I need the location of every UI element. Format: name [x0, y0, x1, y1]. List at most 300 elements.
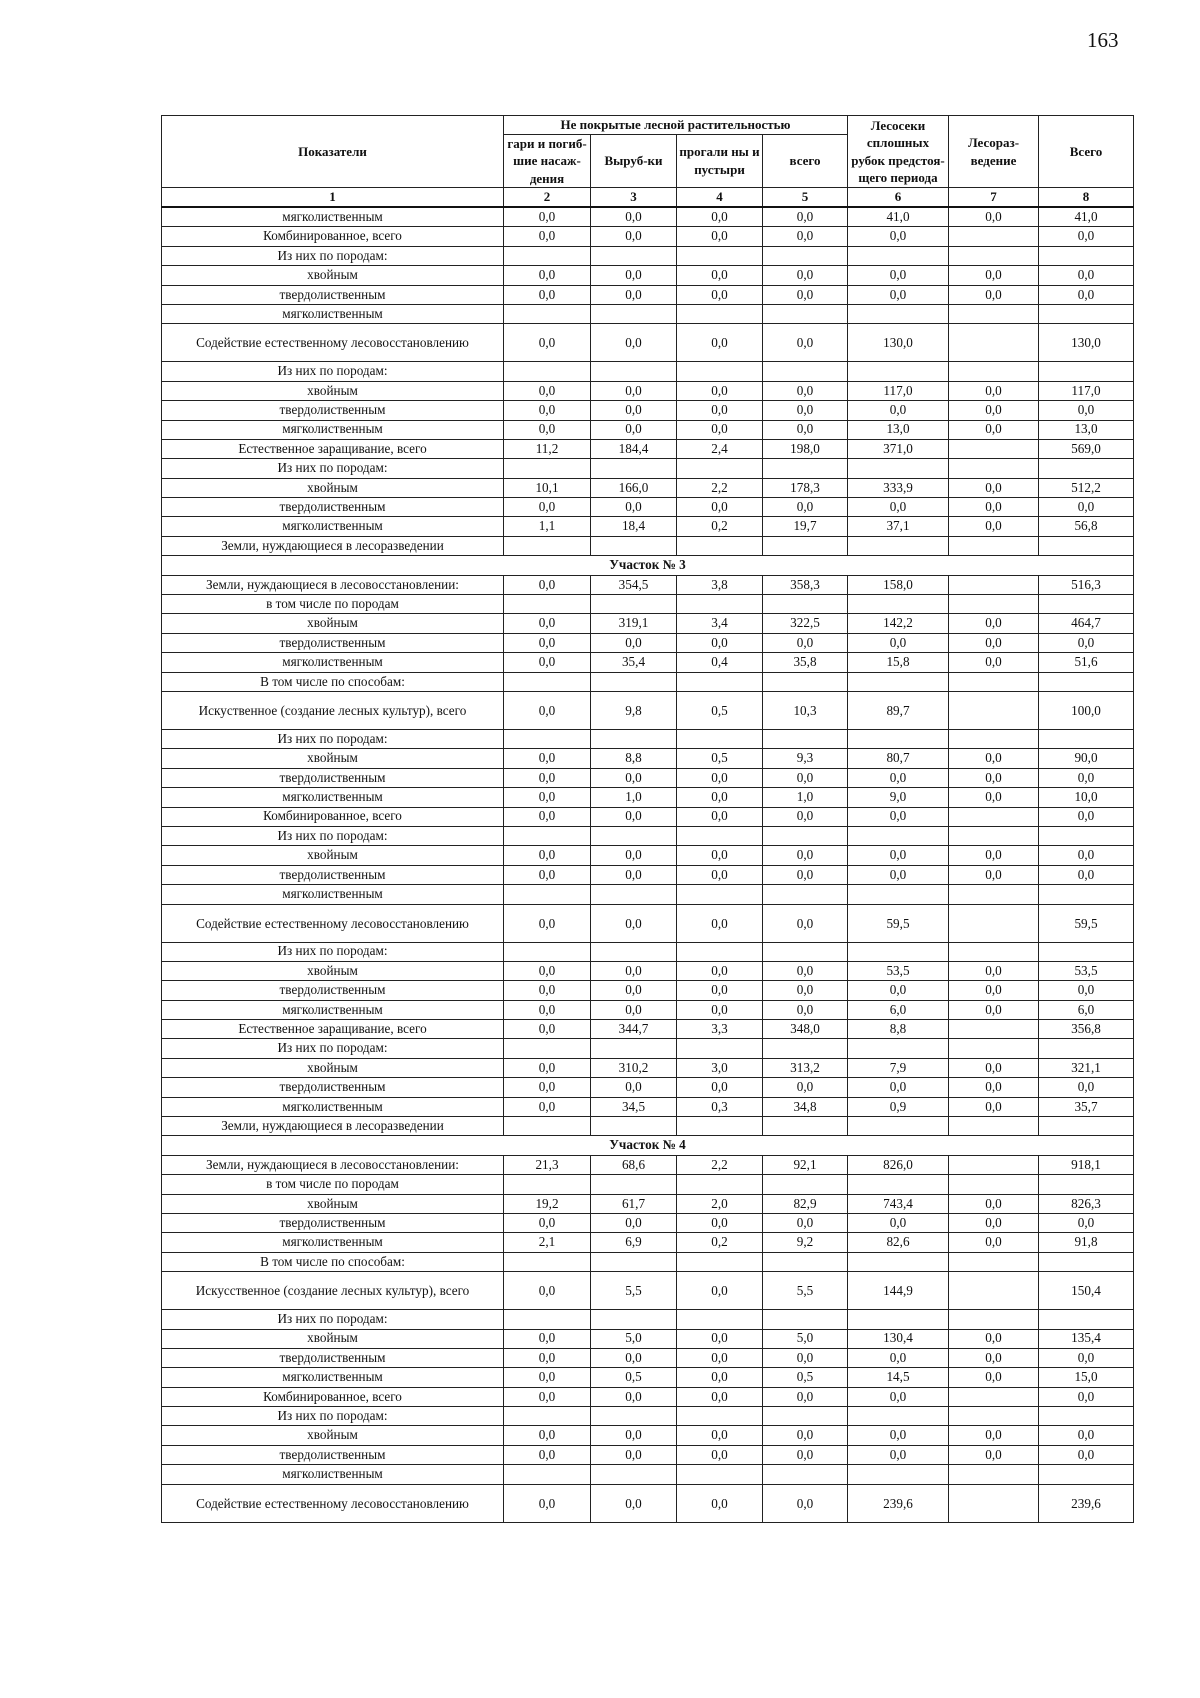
table-cell: 0,0: [591, 1387, 677, 1406]
table-cell: 0,0: [848, 768, 949, 787]
table-cell: [949, 304, 1039, 323]
table-cell: 0,0: [1039, 285, 1134, 304]
table-cell: 0,0: [591, 498, 677, 517]
table-cell: [504, 885, 591, 904]
table-cell: [763, 459, 848, 478]
table-cell: 826,0: [848, 1155, 949, 1174]
table-cell: 0,0: [677, 498, 763, 517]
table-cell: 6,0: [1039, 1000, 1134, 1019]
table-cell: 35,7: [1039, 1097, 1134, 1116]
table-cell: [591, 942, 677, 961]
table-cell: [677, 1252, 763, 1271]
table-row: [162, 788, 1134, 807]
table-cell: 6,0: [848, 1000, 949, 1019]
table-cell: 0,0: [591, 1426, 677, 1445]
table-cell: 0,0: [677, 324, 763, 362]
row-label: мягколиственным: [162, 1233, 504, 1252]
table-cell: [591, 362, 677, 381]
table-cell: 0,0: [677, 381, 763, 400]
table-cell: 135,4: [1039, 1329, 1134, 1348]
table-cell: [949, 362, 1039, 381]
table-cell: 0,0: [763, 381, 848, 400]
table-cell: 0,0: [949, 653, 1039, 672]
table-cell: 10,3: [763, 691, 848, 729]
table-row: [162, 1407, 1134, 1426]
table-row: [162, 1368, 1134, 1387]
table-cell: 130,0: [1039, 324, 1134, 362]
row-label: хвойным: [162, 1058, 504, 1077]
table-cell: 0,0: [504, 749, 591, 768]
table-cell: 0,0: [677, 227, 763, 246]
table-cell: 0,0: [763, 1445, 848, 1464]
table-cell: [763, 595, 848, 614]
table-cell: [763, 1252, 848, 1271]
row-label: Содействие естественному лесовосстановлению: [162, 904, 504, 942]
table-cell: [848, 672, 949, 691]
table-cell: [1039, 536, 1134, 555]
table-cell: [763, 1039, 848, 1058]
table-cell: 9,2: [763, 1233, 848, 1252]
col-number: 7: [949, 188, 1039, 208]
table-cell: 0,0: [949, 1233, 1039, 1252]
table-cell: 0,0: [763, 846, 848, 865]
table-cell: [763, 362, 848, 381]
table-cell: 0,0: [677, 1426, 763, 1445]
table-row: [162, 401, 1134, 420]
table-cell: 2,4: [677, 439, 763, 458]
table-cell: [848, 362, 949, 381]
table-row: [162, 768, 1134, 787]
table-cell: 0,0: [1039, 981, 1134, 1000]
table-cell: 0,0: [504, 691, 591, 729]
table-row: [162, 478, 1134, 497]
row-label: мягколиственным: [162, 304, 504, 323]
row-label: Земли, нуждающиеся в лесовосстановлении:: [162, 575, 504, 594]
row-label: Из них по породам:: [162, 246, 504, 265]
table-cell: 0,0: [677, 961, 763, 980]
section-title: Участок № 3: [162, 556, 1134, 575]
table-cell: 0,0: [848, 865, 949, 884]
table-cell: [1039, 1252, 1134, 1271]
table-cell: [848, 1407, 949, 1426]
table-row: [162, 1058, 1134, 1077]
table-cell: 142,2: [848, 614, 949, 633]
table-cell: [1039, 246, 1134, 265]
table-cell: 0,0: [591, 1348, 677, 1367]
table-cell: 0,0: [504, 266, 591, 285]
table-cell: 8,8: [591, 749, 677, 768]
table-cell: [1039, 942, 1134, 961]
table-cell: 0,0: [504, 1445, 591, 1464]
table-cell: [949, 246, 1039, 265]
table-cell: [1039, 304, 1134, 323]
table-row: [162, 304, 1134, 323]
table-cell: [677, 304, 763, 323]
table-cell: 0,0: [949, 768, 1039, 787]
table-cell: 0,4: [677, 653, 763, 672]
table-row: [162, 1484, 1134, 1522]
row-label: хвойным: [162, 749, 504, 768]
header-indicator: Показатели: [162, 116, 504, 188]
table-cell: 53,5: [848, 961, 949, 980]
table-cell: [504, 1407, 591, 1426]
table-cell: 0,0: [504, 846, 591, 865]
table-cell: 0,0: [677, 420, 763, 439]
table-row: [162, 1194, 1134, 1213]
table-cell: [1039, 1117, 1134, 1136]
header-cutting: Выруб-ки: [591, 134, 677, 188]
table-cell: 0,0: [763, 420, 848, 439]
table-cell: 5,5: [763, 1272, 848, 1310]
table-cell: 0,0: [677, 788, 763, 807]
table-cell: 0,0: [949, 1329, 1039, 1348]
row-label: твердолиственным: [162, 285, 504, 304]
table-cell: [949, 1020, 1039, 1039]
table-cell: 0,0: [504, 1097, 591, 1116]
table-cell: 0,0: [504, 1272, 591, 1310]
table-cell: 0,0: [949, 498, 1039, 517]
table-cell: 319,1: [591, 614, 677, 633]
table-cell: 0,0: [848, 846, 949, 865]
table-cell: 0,0: [504, 324, 591, 362]
table-cell: [949, 1155, 1039, 1174]
table-cell: 35,4: [591, 653, 677, 672]
table-row: [162, 266, 1134, 285]
row-label: Земли, нуждающиеся в лесоразведении: [162, 1117, 504, 1136]
table-cell: 0,0: [763, 1484, 848, 1522]
table-cell: 569,0: [1039, 439, 1134, 458]
table-cell: [949, 324, 1039, 362]
table-cell: 6,9: [591, 1233, 677, 1252]
table-cell: 0,0: [677, 865, 763, 884]
table-cell: [848, 1039, 949, 1058]
table-cell: 0,0: [504, 865, 591, 884]
table-cell: 9,3: [763, 749, 848, 768]
table-cell: 15,8: [848, 653, 949, 672]
table-cell: 0,0: [949, 633, 1039, 652]
table-cell: 11,2: [504, 439, 591, 458]
table-cell: 0,0: [1039, 1078, 1134, 1097]
table-cell: 0,0: [591, 1000, 677, 1019]
table-cell: [848, 1252, 949, 1271]
table-cell: [848, 885, 949, 904]
table-cell: 0,0: [763, 1078, 848, 1097]
table-cell: 0,0: [848, 285, 949, 304]
table-row: [162, 846, 1134, 865]
table-cell: [504, 595, 591, 614]
table-cell: [504, 1117, 591, 1136]
table-cell: 0,0: [763, 904, 848, 942]
table-cell: 0,0: [677, 207, 763, 227]
table-cell: 13,0: [848, 420, 949, 439]
table-cell: [763, 1407, 848, 1426]
table-row: [162, 729, 1134, 748]
table-cell: [848, 1310, 949, 1329]
row-label: хвойным: [162, 846, 504, 865]
table-cell: 0,0: [504, 807, 591, 826]
table-cell: 1,1: [504, 517, 591, 536]
table-cell: [763, 826, 848, 845]
row-label: Содействие естественному лесовосстановлению: [162, 324, 504, 362]
table-cell: [763, 536, 848, 555]
table-cell: 117,0: [1039, 381, 1134, 400]
table-row: [162, 981, 1134, 1000]
table-cell: 0,0: [848, 807, 949, 826]
table-cell: 0,0: [677, 1000, 763, 1019]
table-row: [162, 498, 1134, 517]
table-cell: 0,0: [848, 227, 949, 246]
table-cell: 0,0: [504, 1368, 591, 1387]
row-label: мягколиственным: [162, 420, 504, 439]
table-cell: 0,0: [763, 1426, 848, 1445]
table-cell: [848, 536, 949, 555]
column-number-row: [162, 188, 1134, 208]
row-label: твердолиственным: [162, 401, 504, 420]
row-label: В том числе по способам:: [162, 1252, 504, 1271]
table-cell: 0,0: [1039, 633, 1134, 652]
table-cell: [591, 672, 677, 691]
table-cell: [949, 1484, 1039, 1522]
header-uncovered: Не покрытые лесной растительностью: [504, 116, 848, 135]
table-cell: [591, 1117, 677, 1136]
table-cell: 0,0: [763, 1000, 848, 1019]
table-cell: [763, 942, 848, 961]
table-body: [162, 207, 1134, 1522]
row-label: мягколиственным: [162, 653, 504, 672]
table-cell: 0,0: [504, 1000, 591, 1019]
row-label: Из них по породам:: [162, 826, 504, 845]
table-cell: [949, 942, 1039, 961]
row-label: хвойным: [162, 1194, 504, 1213]
table-row: [162, 826, 1134, 845]
table-row: [162, 1426, 1134, 1445]
table-cell: 150,4: [1039, 1272, 1134, 1310]
row-label: твердолиственным: [162, 1213, 504, 1232]
table-row: [162, 865, 1134, 884]
table-cell: 0,0: [591, 401, 677, 420]
table-cell: 0,0: [949, 1194, 1039, 1213]
table-row: [162, 885, 1134, 904]
row-label: твердолиственным: [162, 498, 504, 517]
table-cell: 0,0: [763, 498, 848, 517]
table-cell: 0,0: [677, 266, 763, 285]
table-row: [162, 1465, 1134, 1484]
table-cell: [677, 362, 763, 381]
table-cell: [1039, 1310, 1134, 1329]
row-label: твердолиственным: [162, 1445, 504, 1464]
row-label: Из них по породам:: [162, 942, 504, 961]
table-cell: [677, 826, 763, 845]
row-label: твердолиственным: [162, 865, 504, 884]
table-cell: [949, 1252, 1039, 1271]
table-cell: 0,0: [677, 1387, 763, 1406]
table-cell: [949, 575, 1039, 594]
table-row: [162, 1252, 1134, 1271]
table-cell: 0,0: [591, 1445, 677, 1464]
table-cell: 15,0: [1039, 1368, 1134, 1387]
table-cell: 2,1: [504, 1233, 591, 1252]
table-cell: [949, 1175, 1039, 1194]
table-cell: 34,8: [763, 1097, 848, 1116]
table-cell: 0,0: [591, 1213, 677, 1232]
table-cell: 14,5: [848, 1368, 949, 1387]
table-row: [162, 1387, 1134, 1406]
table-cell: [504, 942, 591, 961]
table-cell: 0,0: [1039, 865, 1134, 884]
table-row: [162, 246, 1134, 265]
table-cell: 0,0: [848, 401, 949, 420]
row-label: твердолиственным: [162, 1078, 504, 1097]
table-cell: 0,0: [677, 401, 763, 420]
table-cell: 0,0: [848, 266, 949, 285]
table-cell: [848, 1465, 949, 1484]
table-cell: 354,5: [591, 575, 677, 594]
table-cell: [848, 459, 949, 478]
row-label: Из них по породам:: [162, 459, 504, 478]
data-table-container: [161, 115, 1133, 1523]
table-cell: [949, 807, 1039, 826]
table-cell: 0,0: [591, 904, 677, 942]
table-cell: 344,7: [591, 1020, 677, 1039]
table-cell: 130,4: [848, 1329, 949, 1348]
table-cell: 5,0: [763, 1329, 848, 1348]
table-cell: 310,2: [591, 1058, 677, 1077]
col-number: 3: [591, 188, 677, 208]
table-cell: [1039, 362, 1134, 381]
table-cell: [949, 826, 1039, 845]
table-cell: 0,0: [949, 846, 1039, 865]
row-label: хвойным: [162, 266, 504, 285]
table-cell: 90,0: [1039, 749, 1134, 768]
table-cell: 0,0: [949, 1058, 1039, 1077]
table-cell: 0,0: [1039, 266, 1134, 285]
table-cell: 117,0: [848, 381, 949, 400]
table-cell: [504, 1465, 591, 1484]
table-cell: 0,0: [591, 807, 677, 826]
table-cell: 0,0: [504, 961, 591, 980]
table-cell: 826,3: [1039, 1194, 1134, 1213]
table-cell: [591, 459, 677, 478]
table-cell: 333,9: [848, 478, 949, 497]
table-cell: [677, 885, 763, 904]
table-cell: 0,0: [949, 1078, 1039, 1097]
table-cell: [848, 1117, 949, 1136]
table-cell: 0,0: [763, 324, 848, 362]
table-header: [162, 116, 1134, 208]
table-cell: 0,0: [949, 961, 1039, 980]
header-burned: гари и погиб-шие насаж-дения: [504, 134, 591, 188]
table-cell: 198,0: [763, 439, 848, 458]
table-cell: 0,0: [677, 1348, 763, 1367]
table-row: [162, 362, 1134, 381]
table-cell: 239,6: [1039, 1484, 1134, 1522]
header-clearcut: Лесосеки сплошных рубок предстоя-щего периода: [848, 116, 949, 188]
table-cell: 2,2: [677, 1155, 763, 1174]
table-row: [162, 207, 1134, 227]
table-cell: [848, 595, 949, 614]
row-label: твердолиственным: [162, 981, 504, 1000]
table-cell: 18,4: [591, 517, 677, 536]
table-row: [162, 1097, 1134, 1116]
table-cell: 0,2: [677, 1233, 763, 1252]
table-cell: 0,0: [504, 788, 591, 807]
table-cell: [848, 942, 949, 961]
table-cell: [504, 1252, 591, 1271]
row-label: мягколиственным: [162, 207, 504, 227]
table-cell: 0,0: [1039, 498, 1134, 517]
col-number: 8: [1039, 188, 1134, 208]
table-cell: 0,0: [949, 1445, 1039, 1464]
header-afforestation: Лесораз-ведение: [949, 116, 1039, 188]
table-cell: [949, 1387, 1039, 1406]
table-cell: [677, 459, 763, 478]
table-cell: 0,0: [677, 633, 763, 652]
table-cell: [949, 536, 1039, 555]
table-cell: 0,0: [763, 981, 848, 1000]
row-label: В том числе по способам:: [162, 672, 504, 691]
table-cell: 0,0: [1039, 1348, 1134, 1367]
table-cell: 0,0: [591, 285, 677, 304]
table-cell: 0,0: [591, 846, 677, 865]
row-label: мягколиственным: [162, 517, 504, 536]
table-cell: 82,6: [848, 1233, 949, 1252]
row-label: Из них по породам:: [162, 729, 504, 748]
table-cell: [1039, 672, 1134, 691]
table-cell: [677, 1310, 763, 1329]
table-cell: 0,0: [763, 961, 848, 980]
table-cell: 0,0: [504, 1426, 591, 1445]
table-cell: 92,1: [763, 1155, 848, 1174]
table-cell: 0,9: [848, 1097, 949, 1116]
row-label: твердолиственным: [162, 1348, 504, 1367]
table-cell: 0,0: [949, 1213, 1039, 1232]
table-cell: 0,0: [848, 498, 949, 517]
table-cell: [848, 1175, 949, 1194]
table-cell: 0,0: [504, 381, 591, 400]
page-number: 163: [1087, 28, 1119, 52]
table-cell: 321,1: [1039, 1058, 1134, 1077]
table-cell: 0,0: [591, 865, 677, 884]
table-cell: 0,0: [949, 517, 1039, 536]
table-cell: 371,0: [848, 439, 949, 458]
reforestation-table: [161, 115, 1134, 1523]
table-cell: 0,0: [591, 1484, 677, 1522]
table-cell: [763, 246, 848, 265]
table-cell: [677, 729, 763, 748]
table-cell: 91,8: [1039, 1233, 1134, 1252]
table-cell: 0,0: [949, 749, 1039, 768]
table-cell: 0,3: [677, 1097, 763, 1116]
table-cell: 53,5: [1039, 961, 1134, 980]
table-cell: 0,0: [763, 865, 848, 884]
table-cell: 0,0: [504, 981, 591, 1000]
table-row: [162, 1310, 1134, 1329]
table-cell: [763, 885, 848, 904]
table-cell: [504, 1039, 591, 1058]
table-row: [162, 1117, 1134, 1136]
table-row: [162, 459, 1134, 478]
table-cell: 5,5: [591, 1272, 677, 1310]
table-cell: 0,0: [504, 614, 591, 633]
table-cell: [949, 1465, 1039, 1484]
table-cell: [949, 1407, 1039, 1426]
row-label: хвойным: [162, 478, 504, 497]
table-cell: 348,0: [763, 1020, 848, 1039]
table-cell: 0,0: [504, 401, 591, 420]
row-label: мягколиственным: [162, 788, 504, 807]
table-cell: 0,0: [949, 207, 1039, 227]
table-cell: 0,0: [949, 788, 1039, 807]
